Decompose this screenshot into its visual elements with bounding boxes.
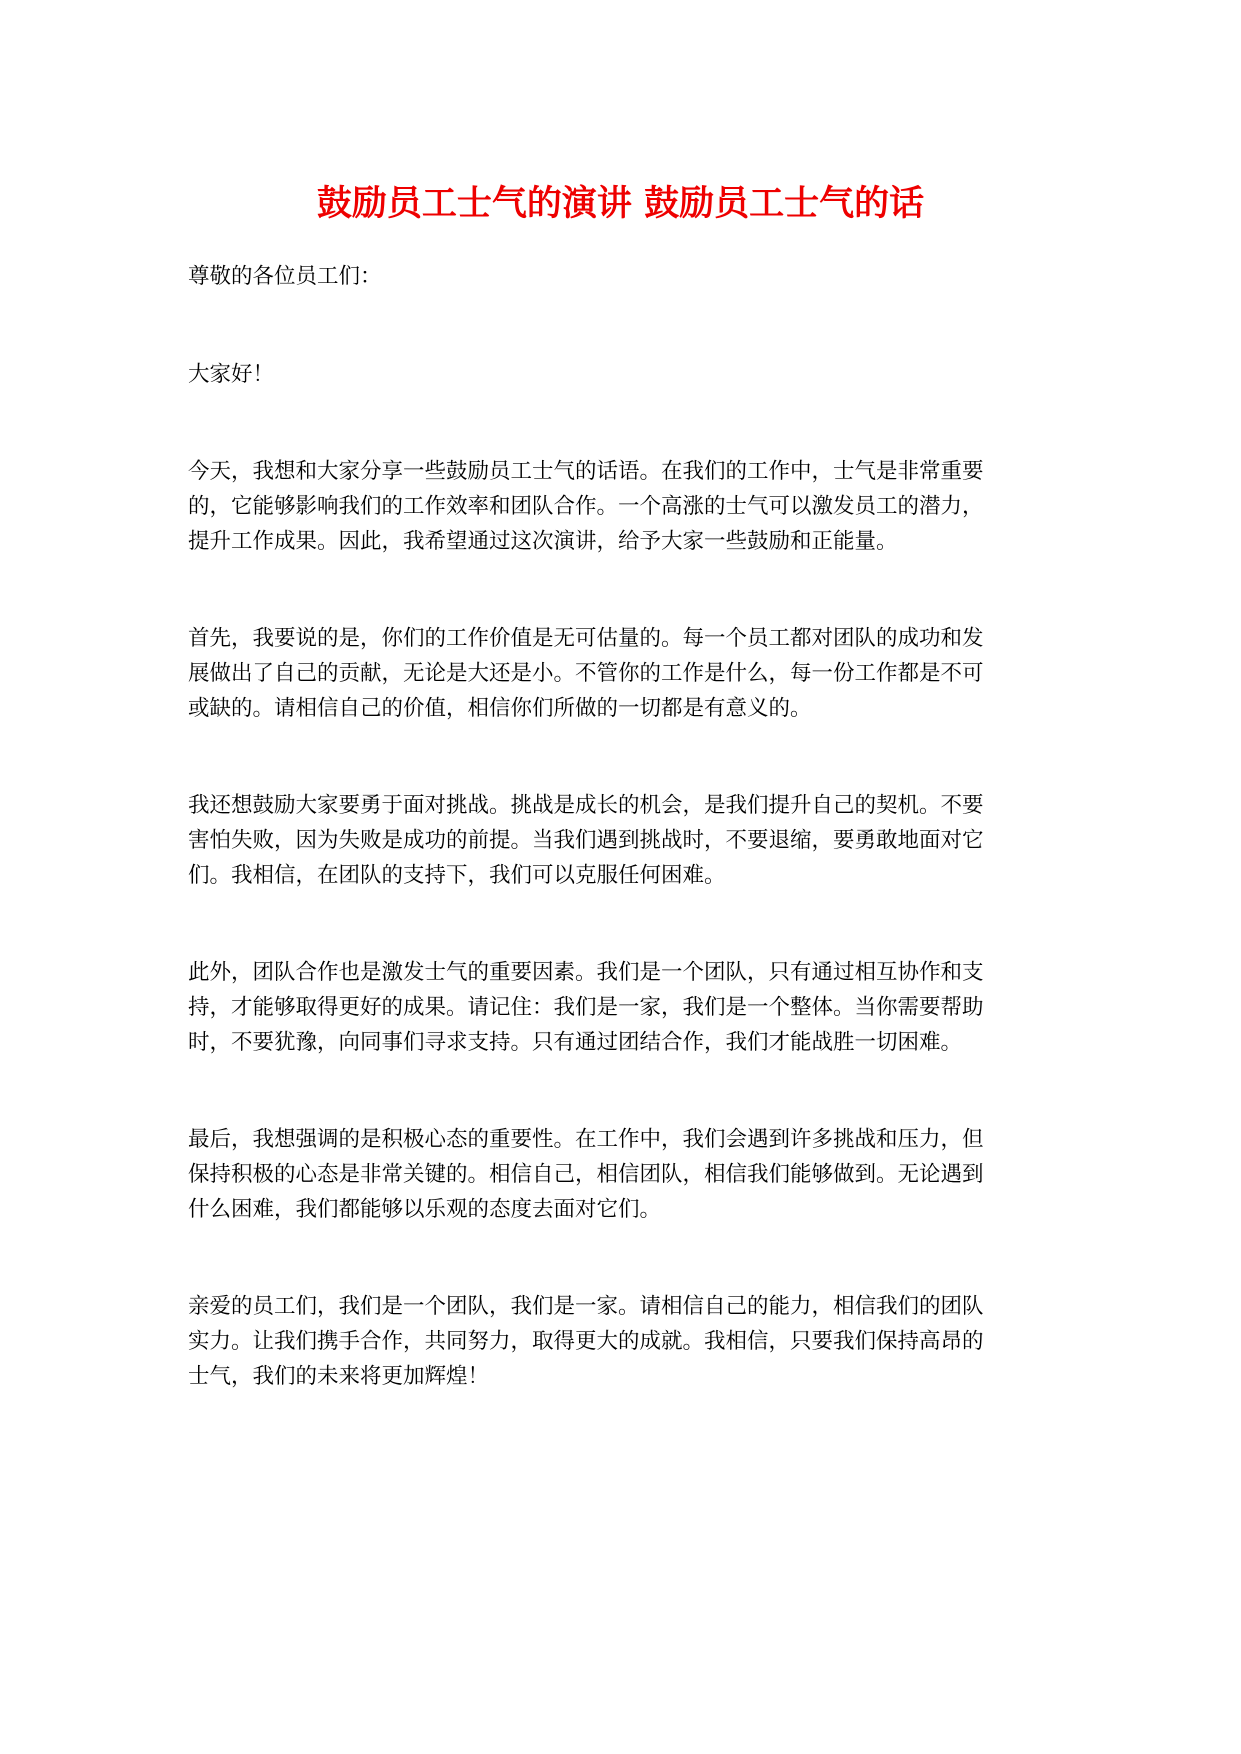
paragraph-line: 害怕失败，因为失败是成功的前提。当我们遇到挑战时，不要退缩，要勇敢地面对它: [188, 828, 984, 853]
paragraph-line: 或缺的。请相信自己的价值，相信你们所做的一切都是有意义的。: [188, 696, 812, 721]
document-title: 鼓励员工士气的演讲 鼓励员工士气的话: [316, 184, 925, 224]
paragraph-line: 我还想鼓励大家要勇于面对挑战。挑战是成长的机会，是我们提升自己的契机。不要: [188, 793, 984, 818]
greeting: 大家好！: [188, 362, 275, 387]
paragraph-line: 首先，我要说的是，你们的工作价值是无可估量的。每一个员工都对团队的成功和发: [188, 626, 984, 651]
paragraph-line: 实力。让我们携手合作，共同努力，取得更大的成就。我相信，只要我们保持高昂的: [188, 1329, 984, 1354]
paragraph-line: 的，它能够影响我们的工作效率和团队合作。一个高涨的士气可以激发员工的潜力，: [188, 494, 984, 519]
paragraph-line: 展做出了自己的贡献，无论是大还是小。不管你的工作是什么，每一份工作都是不可: [188, 661, 984, 686]
paragraph-line: 时，不要犹豫，向同事们寻求支持。只有通过团结合作，我们才能战胜一切困难。: [188, 1030, 963, 1055]
paragraph-line: 最后，我想强调的是积极心态的重要性。在工作中，我们会遇到许多挑战和压力，但: [188, 1127, 984, 1152]
paragraph-line: 今天，我想和大家分享一些鼓励员工士气的话语。在我们的工作中，士气是非常重要: [188, 459, 984, 484]
salutation: 尊敬的各位员工们：: [188, 264, 382, 289]
paragraph-line: 亲爱的员工们，我们是一个团队，我们是一家。请相信自己的能力，相信我们的团队: [188, 1294, 984, 1319]
paragraph-line: 提升工作成果。因此，我希望通过这次演讲，给予大家一些鼓励和正能量。: [188, 529, 898, 554]
paragraph-line: 什么困难，我们都能够以乐观的态度去面对它们。: [188, 1197, 662, 1222]
paragraph-line: 们。我相信，在团队的支持下，我们可以克服任何困难。: [188, 863, 726, 888]
paragraph-line: 此外，团队合作也是激发士气的重要因素。我们是一个团队，只有通过相互协作和支: [188, 960, 984, 985]
paragraph-line: 士气，我们的未来将更加辉煌！: [188, 1364, 490, 1389]
paragraph-line: 保持积极的心态是非常关键的。相信自己，相信团队，相信我们能够做到。无论遇到: [188, 1162, 984, 1187]
paragraph-line: 持，才能够取得更好的成果。请记住：我们是一家，我们是一个整体。当你需要帮助: [188, 995, 984, 1020]
